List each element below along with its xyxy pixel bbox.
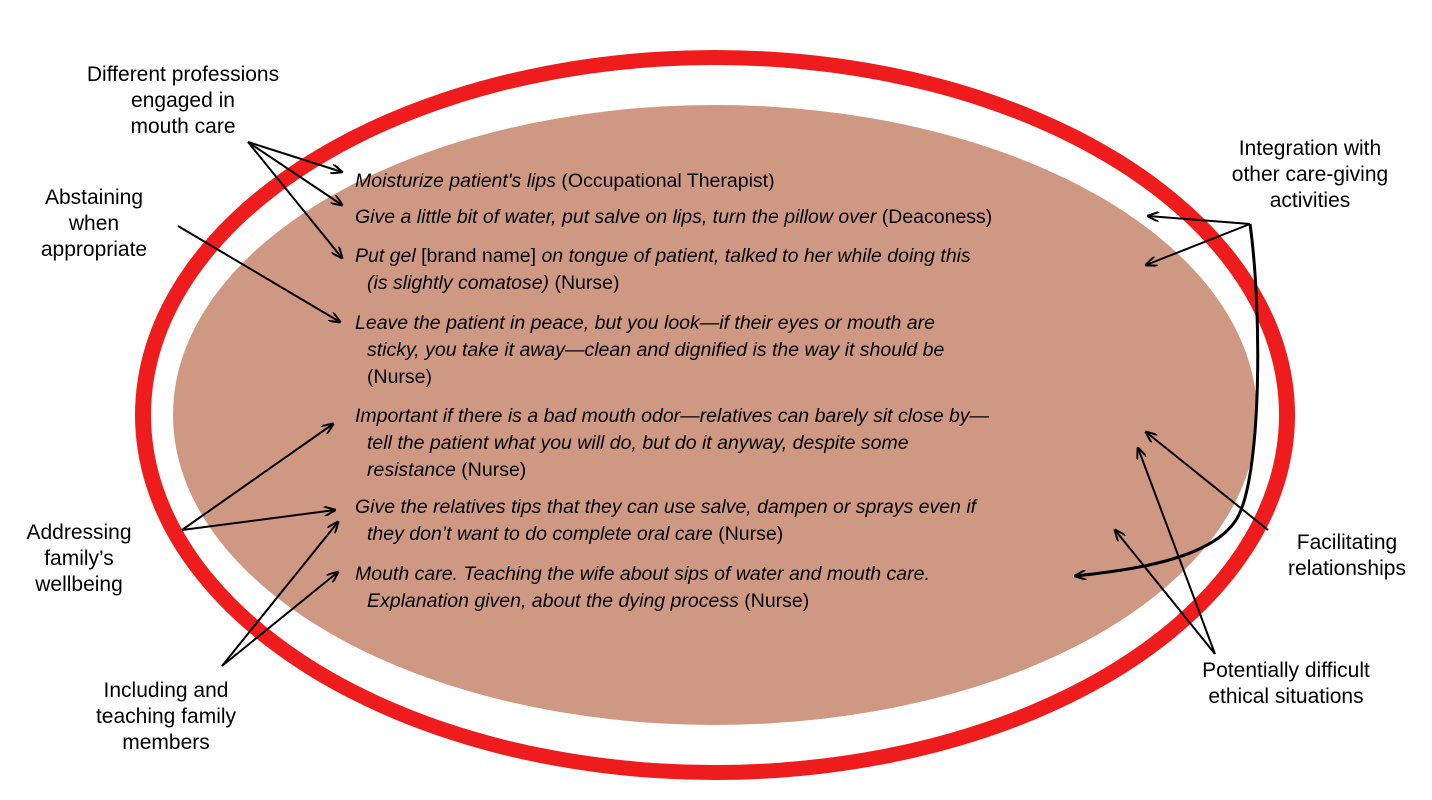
label-abstaining <box>14 185 174 263</box>
quote-text: resistance <box>367 459 456 481</box>
quote-role: (Nurse) <box>738 590 810 612</box>
quote-text: Give the relatives tips that they can use salve, dampen or sprays even if <box>355 496 977 518</box>
label-including-line-1: Including and <box>103 679 229 702</box>
quote-text: Leave the patient in peace, but you look—if their eyes or mouth are <box>355 312 935 334</box>
quote-peace-line-3 <box>355 364 944 391</box>
label-professions-line-2: engaged in <box>131 89 235 112</box>
label-addressing-line-1: Addressing <box>26 521 132 544</box>
label-including <box>76 678 256 756</box>
quote-text: (is slightly comatose) <box>367 272 550 294</box>
quote-text: Mouth care. Teaching the wife about sips of water and mouth care. <box>355 563 930 585</box>
quote-teaching <box>355 561 930 615</box>
label-professions-line-1: Different professions <box>86 63 280 86</box>
label-abstaining-line-2: when <box>68 212 120 235</box>
quote-lips-line-1 <box>355 168 775 195</box>
label-integration-line-3: activities <box>1269 189 1351 212</box>
label-abstaining-line-1: Abstaining <box>44 186 144 209</box>
quote-text: on tongue of patient, talked to her while doing this <box>536 245 971 267</box>
quote-odor-line-2 <box>355 430 989 457</box>
quote-tips-line-1 <box>355 494 976 521</box>
quote-gel-line-2 <box>355 270 971 297</box>
label-professions-line-3: mouth care <box>130 115 236 138</box>
quote-peace-line-2 <box>355 337 944 364</box>
label-including-line-2: teaching family <box>95 705 237 728</box>
label-addressing-line-2: family’s <box>44 547 114 570</box>
label-integration <box>1210 136 1410 214</box>
quote-water-line-1 <box>355 204 992 231</box>
label-facilitating-line-1: Facilitating <box>1296 531 1398 554</box>
quote-role: (Nurse) <box>455 459 527 481</box>
label-facilitating <box>1266 530 1428 582</box>
quote-water <box>355 204 992 231</box>
quote-peace-line-1 <box>355 310 944 337</box>
quote-teaching-line-2 <box>355 588 930 615</box>
quote-text: Put gel <box>355 245 422 267</box>
quote-text: they don’t want to do complete oral care <box>367 523 713 545</box>
label-facilitating-line-2: relationships <box>1288 557 1406 580</box>
quote-brand: [brand name] <box>421 245 537 267</box>
quote-text: Important if there is a bad mouth odor—relatives can barely sit close by— <box>355 405 990 427</box>
quote-gel-line-1 <box>355 243 971 270</box>
quote-tips-line-2 <box>355 521 976 548</box>
quote-role: (Nurse) <box>367 366 433 388</box>
quote-text: Explanation given, about the dying process <box>367 590 739 612</box>
quote-role: (Occupational Therapist) <box>555 170 775 192</box>
label-abstaining-line-3: appropriate <box>40 238 148 261</box>
label-professions <box>58 62 308 140</box>
quote-text: Give a little bit of water, put salve on lips, turn the pillow over <box>355 206 877 228</box>
label-addressing-line-3: wellbeing <box>35 573 123 596</box>
label-addressing <box>4 520 154 598</box>
quote-role: (Nurse) <box>712 523 784 545</box>
quote-odor <box>355 403 989 484</box>
quote-text: sticky, you take it away—clean and dignified is the way it should be <box>367 339 945 361</box>
quote-teaching-line-1 <box>355 561 930 588</box>
label-including-line-3: members <box>122 731 210 754</box>
label-integration-line-2: other care-giving <box>1231 163 1389 186</box>
quote-role: (Nurse) <box>549 272 620 294</box>
label-ethical-line-1: Potentially difficult <box>1202 659 1370 682</box>
quote-gel <box>355 243 971 297</box>
label-integration-line-1: Integration with <box>1238 137 1382 160</box>
quote-peace <box>355 310 944 391</box>
quote-tips <box>355 494 976 548</box>
quote-text: tell the patient what you will do, but do it anyway, despite some <box>367 432 909 454</box>
label-ethical-line-2: ethical situations <box>1208 685 1364 708</box>
quote-text: Moisturize patient's lips <box>355 170 556 192</box>
quote-odor-line-1 <box>355 403 989 430</box>
quote-odor-line-3 <box>355 457 989 484</box>
quote-role: (Deaconess) <box>876 206 993 228</box>
label-ethical <box>1176 658 1396 710</box>
quote-lips <box>355 168 775 195</box>
